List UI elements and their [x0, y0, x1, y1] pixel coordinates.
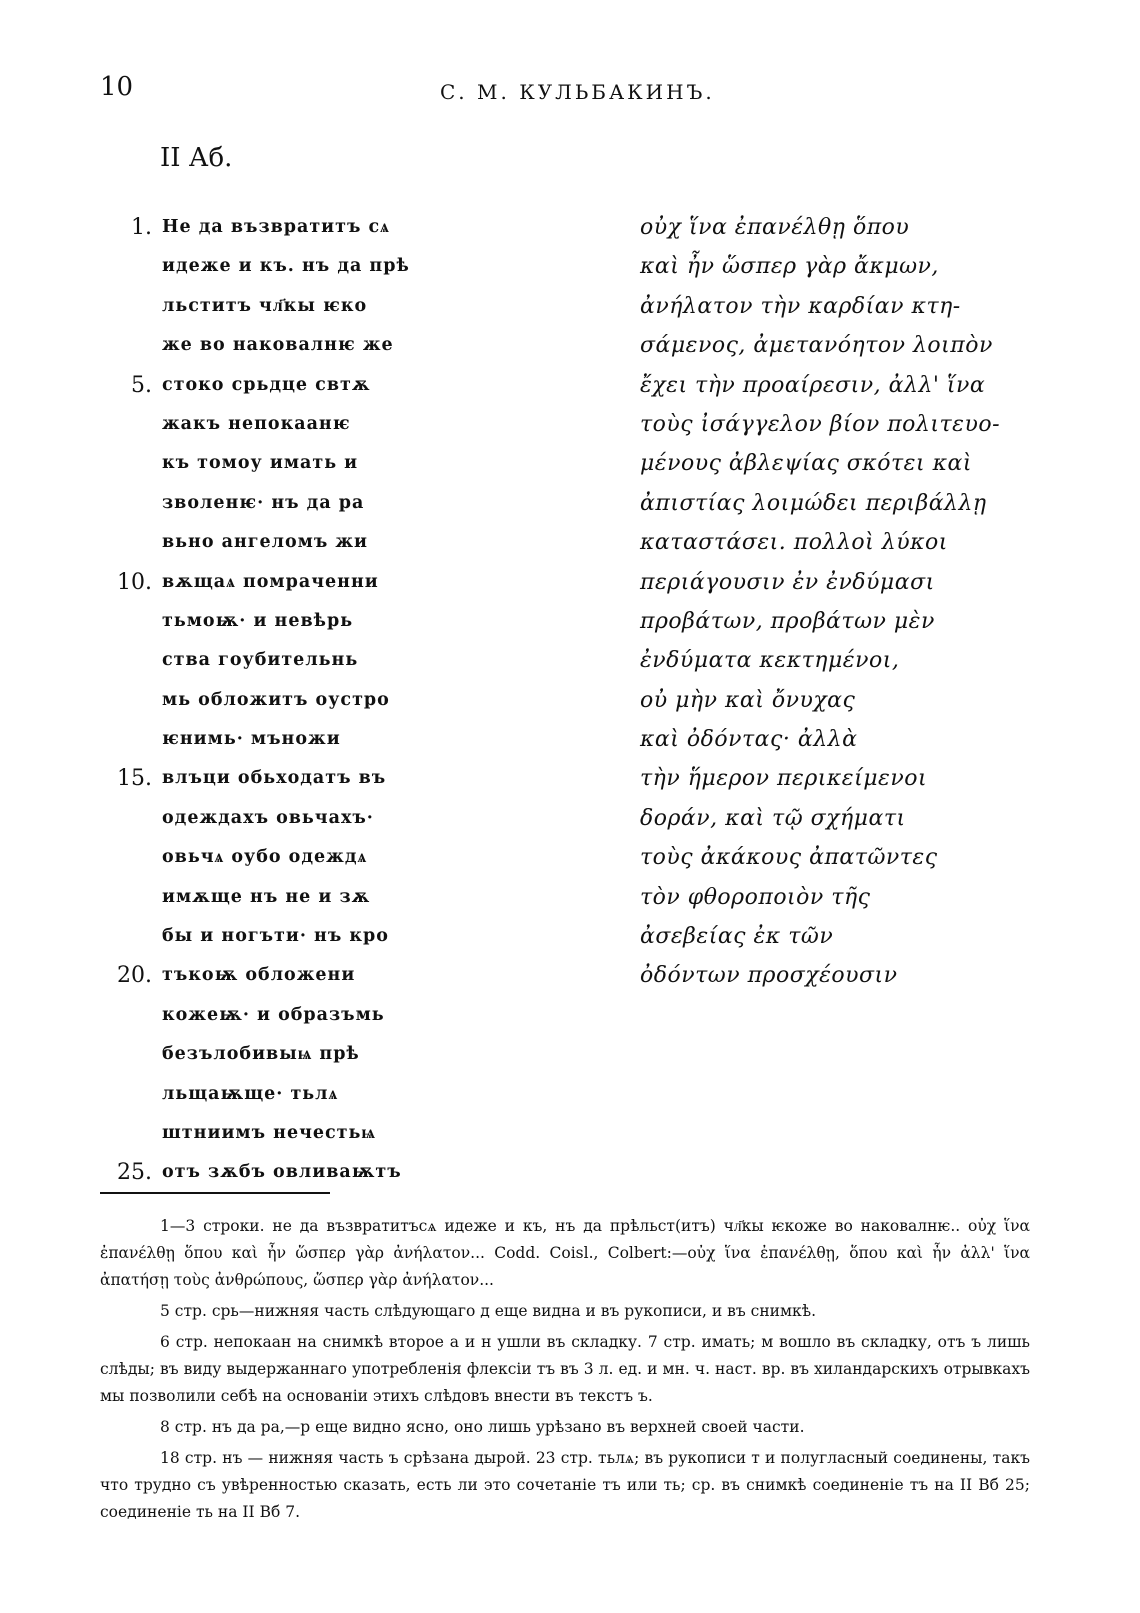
greek-line-text: ἀπιστίας λοιμώδει περιβάλλῃ: [640, 490, 987, 516]
greek-line: [640, 799, 1110, 838]
footnote: 1—3 строки. не да възвратитъсѧ идеже и къ, нъ да прѣльст(итъ) чл҃кы ѥкоже во наковалнѥ.. οὐχ ἵνα ἐπανέλθῃ ὅπου καὶ ἦν ὥσπερ γὰρ ἀνήλατον... Codd. Coisl., Colbert:—οὐχ ἵνα ἐπανέλθῃ, ὅπου καὶ ἦν ἀλλ' ἵνα ἀπατήσῃ τοὺς ἀνθρώπους, ὥσπερ γὰρ ἀνήλατον...: [100, 1217, 1030, 1289]
slavonic-line-text: къ томоу имать и: [162, 453, 359, 474]
slavonic-line: [100, 484, 620, 523]
running-head: С. М. КУЛЬБАКИНЪ.: [440, 80, 715, 104]
greek-line-text: σάμενος, ἀμετανόητον λοιπὸν: [640, 333, 993, 359]
slavonic-line-text: ѥнимь· мъножи: [162, 729, 341, 750]
slavonic-line: [100, 1153, 620, 1192]
greek-line-text: προβάτων, προβάτων μὲν: [640, 608, 935, 634]
slavonic-line-text: бы и ногъти· нъ кро: [162, 926, 389, 947]
greek-line: [640, 720, 1110, 759]
line-number: 25.: [117, 1160, 152, 1186]
slavonic-line: [100, 799, 620, 838]
greek-line-text: ἀσεβείας ἐκ τῶν: [640, 924, 834, 950]
slavonic-line-text: идеже и къ. нъ да прѣ: [162, 256, 410, 277]
greek-line: [640, 287, 1110, 326]
slavonic-line-text: мь обложитъ оустро: [162, 689, 390, 710]
slavonic-line-text: влъци обьходатъ въ: [162, 768, 387, 789]
slavonic-line: [100, 996, 620, 1035]
slavonic-line: [100, 247, 620, 286]
line-number: 20.: [117, 963, 152, 989]
slavonic-line-text: тъкоѭ обложени: [162, 965, 356, 986]
greek-line-text: οὐ μὴν καὶ ὄνυχας: [640, 687, 856, 713]
greek-line: [640, 602, 1110, 641]
footnote: 8 стр. нъ да ра,—р еще видно ясно, оно лишь урѣзано въ верхней своей части.: [160, 1418, 805, 1436]
slavonic-line-text: имѫще нъ не и зѫ: [162, 886, 371, 907]
greek-line-text: καταστάσει. πολλοὶ λύκοι: [640, 530, 948, 556]
greek-line-text: τὴν ἥμερον περικείμενοι: [640, 766, 928, 792]
slavonic-line: [100, 366, 620, 405]
slavonic-line: [100, 523, 620, 562]
slavonic-line-text: штниимъ нечестьѩ: [162, 1122, 376, 1143]
slavonic-line: [100, 681, 620, 720]
slavonic-line-text: Не да възвратитъ сѧ: [162, 217, 390, 237]
greek-line-text: μένους ἀβλεψίας σκότει καὶ: [640, 451, 972, 477]
slavonic-line: [100, 720, 620, 759]
greek-line: [640, 208, 1110, 247]
greek-line: [640, 641, 1110, 680]
slavonic-line: [100, 326, 620, 365]
slavonic-line-text: же во наковалнѥ же: [162, 335, 394, 356]
line-number: 15.: [117, 766, 152, 792]
slavonic-line-text: стоко срьдце свтѫ: [162, 374, 371, 395]
slavonic-line: [100, 602, 620, 641]
greek-line-text: ἀνήλατον τὴν καρδίαν κτη-: [640, 293, 961, 319]
greek-line-text: τοὺς ἰσάγγελον βίον πολιτευο-: [640, 411, 1001, 437]
footnotes: [100, 1213, 1030, 1530]
greek-line-text: καὶ ὀδόντας· ἀλλὰ: [640, 727, 858, 753]
greek-line: [640, 917, 1110, 956]
slavonic-line-text: зволенѥ· нъ да ра: [162, 492, 365, 513]
slavonic-line-text: одеждахъ овьчахъ·: [162, 807, 374, 828]
line-number: 10.: [117, 569, 152, 595]
footnote: 18 стр. нъ — нижняя часть ъ срѣзана дырой. 23 стр. тьлѧ; въ рукописи т и полугласный соединены, такъ что трудно съ увѣренностью сказать, есть ли это сочетаніе тъ или ть; ср. въ снимкѣ соединеніе тъ на II Вб 25; соединеніе ть на II Вб 7.: [100, 1449, 1030, 1521]
slavonic-line: [100, 759, 620, 798]
section-label: II Аб.: [160, 143, 233, 173]
footnote-divider: [100, 1192, 330, 1194]
slavonic-line-text: безълобивыѩ прѣ: [162, 1044, 360, 1065]
slavonic-line-text: ства гоубительнь: [162, 650, 359, 671]
slavonic-line-text: овьчѧ оубо одеждѧ: [162, 847, 368, 868]
greek-line-text: περιάγουσιν ἐν ἐνδύμασι: [640, 569, 935, 595]
greek-line: [640, 956, 1110, 995]
greek-line: [640, 405, 1110, 444]
footnote: 5 стр. срь—нижняя часть слѣдующаго д еще видна и въ рукописи, и въ снимкѣ.: [160, 1302, 817, 1320]
greek-line-text: τὸν φθοροποιὸν τῆς: [640, 884, 871, 910]
slavonic-text-column: [100, 208, 620, 1193]
slavonic-line: [100, 287, 620, 326]
slavonic-line: [100, 838, 620, 877]
slavonic-line-text: жакъ непокаанѥ: [162, 413, 351, 434]
greek-line-text: οὐχ ἵνα ἐπανέλθῃ ὅπου: [640, 215, 910, 240]
slavonic-line-text: вьно ангеломъ жи: [162, 532, 368, 553]
greek-line: [640, 247, 1110, 286]
slavonic-line: [100, 563, 620, 602]
slavonic-line: [100, 444, 620, 483]
greek-line-text: καὶ ἦν ὥσπερ γὰρ ἄκμων,: [640, 254, 939, 280]
slavonic-line: [100, 917, 620, 956]
greek-line: [640, 326, 1110, 365]
greek-line: [640, 523, 1110, 562]
greek-line: [640, 681, 1110, 720]
slavonic-line: [100, 878, 620, 917]
footnote: 6 стр. непокаан на снимкѣ второе а и н ушли въ складку. 7 стр. имать; м вошло въ складку, отъ ъ лишь слѣды; въ виду выдержаннаго употребленія флексіи тъ въ 3 л. ед. и мн. ч. наст. вр. въ хиландарскихъ отрывкахъ мы позволили себѣ на основаніи этихъ слѣдовъ внести въ текстъ ъ.: [100, 1333, 1030, 1405]
greek-line-text: τοὺς ἀκάκους ἀπατῶντες: [640, 845, 938, 871]
slavonic-line: [100, 405, 620, 444]
slavonic-line-text: отъ зѫбъ овливаѭтъ: [162, 1162, 402, 1183]
slavonic-line: [100, 956, 620, 995]
greek-line-text: δοράν, καὶ τῷ σχήματι: [640, 805, 906, 831]
greek-line: [640, 366, 1110, 405]
greek-line: [640, 484, 1110, 523]
greek-line: [640, 444, 1110, 483]
greek-line-text: ἐνδύματα κεκτημένοι,: [640, 648, 900, 674]
slavonic-line: [100, 1114, 620, 1153]
line-number: 5.: [131, 372, 152, 398]
greek-line-text: ἔχει τὴν προαίρεσιν, ἀλλ' ἵνα: [640, 372, 986, 398]
page-number: 10: [100, 72, 134, 102]
greek-line: [640, 759, 1110, 798]
slavonic-line-text: льститъ чл҃кы ѥко: [162, 295, 368, 316]
greek-line: [640, 878, 1110, 917]
slavonic-line-text: тьмоѭ· и невѣрь: [162, 610, 354, 631]
slavonic-line: [100, 1075, 620, 1114]
greek-text-column: [640, 208, 1110, 996]
greek-line: [640, 838, 1110, 877]
greek-line-text: ὀδόντων προσχέουσιν: [640, 963, 898, 989]
slavonic-line-text: вѫщаѧ помраченни: [162, 571, 379, 592]
line-number: 1.: [131, 215, 152, 240]
slavonic-line: [100, 641, 620, 680]
slavonic-line-text: кожеѭ· и образъмь: [162, 1004, 385, 1025]
slavonic-line-text: льщаѭще· тьлѧ: [162, 1083, 339, 1104]
greek-line: [640, 563, 1110, 602]
slavonic-line: [100, 1035, 620, 1074]
slavonic-line: [100, 208, 620, 247]
